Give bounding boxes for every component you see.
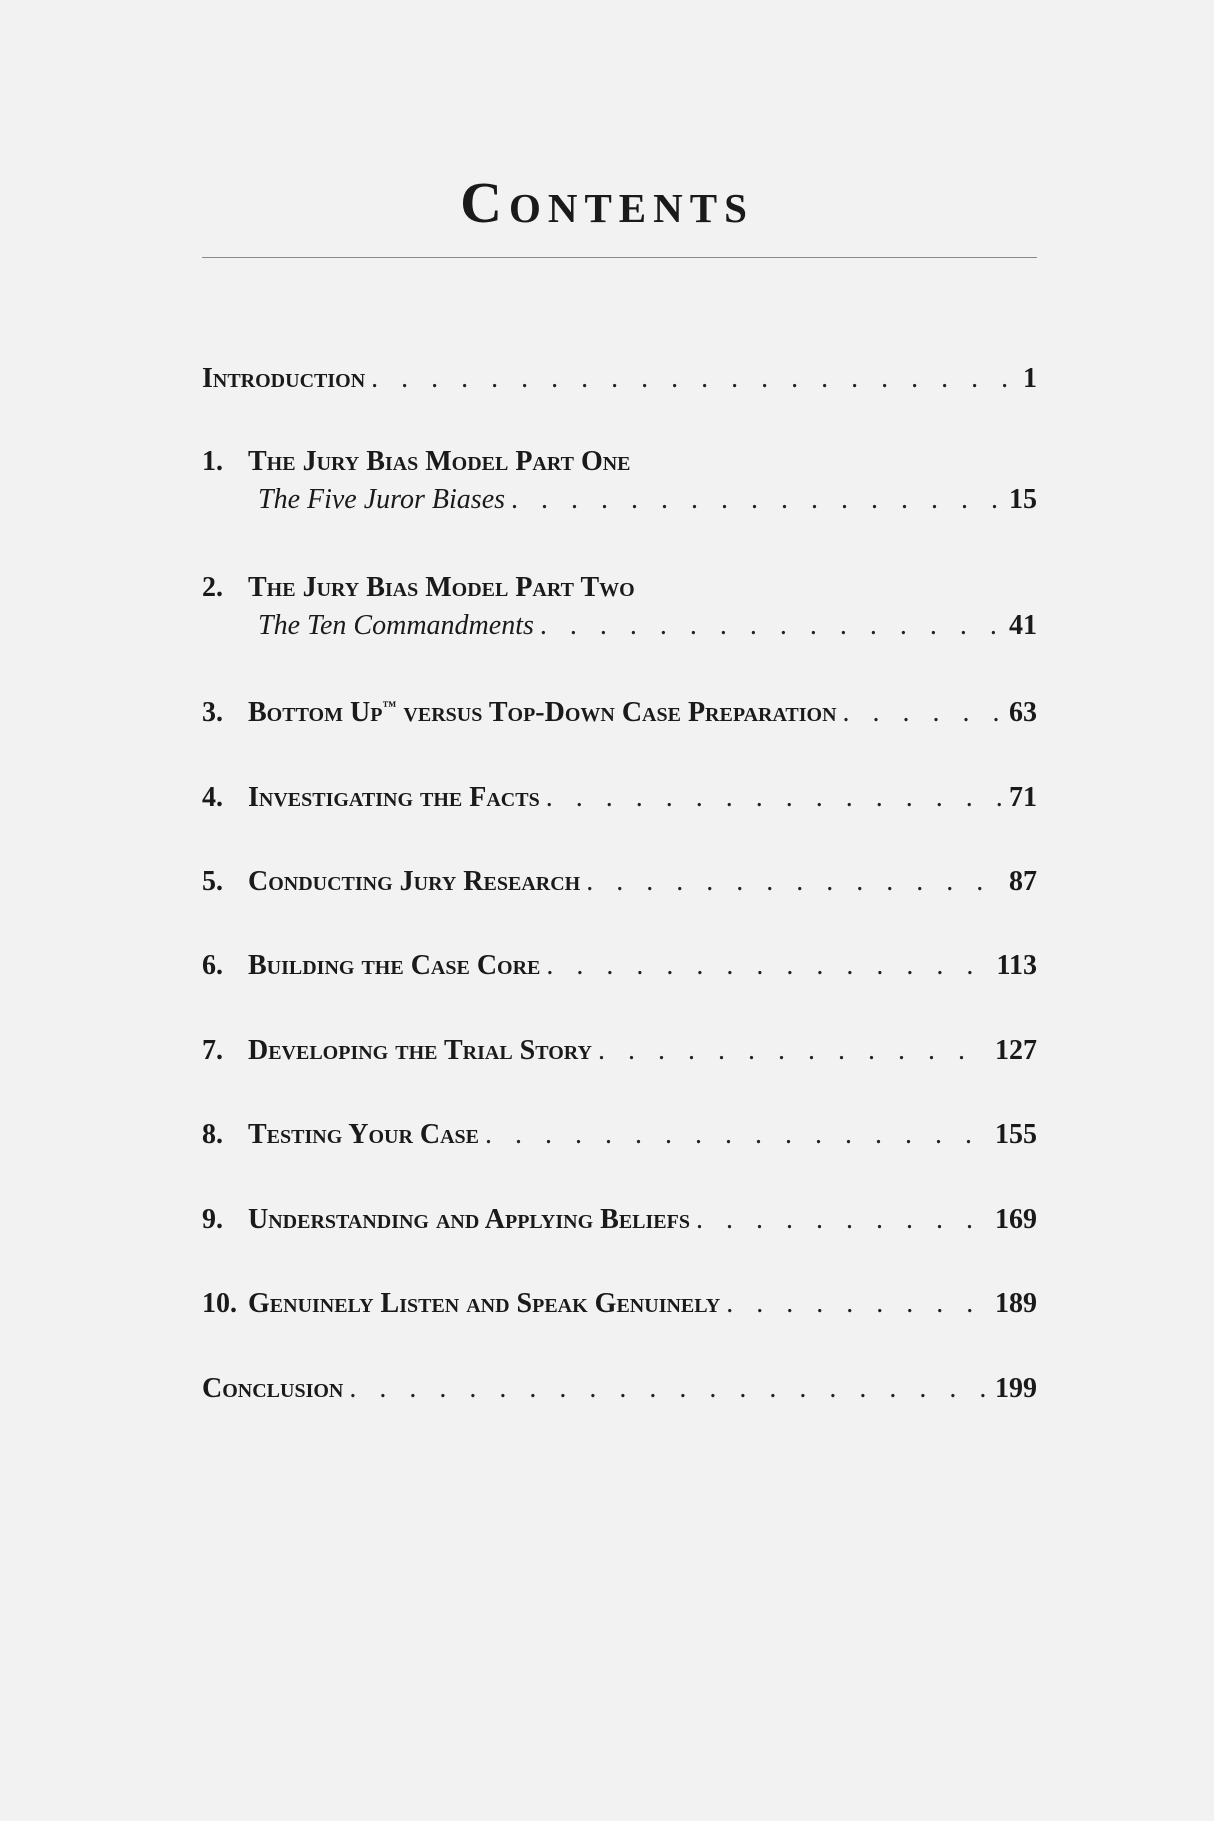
page-number: 199 xyxy=(995,1373,1037,1404)
dot-leader xyxy=(485,1116,989,1154)
dot-leader xyxy=(586,863,1003,901)
entry-label: Genuinely Listen and Speak Genuinely xyxy=(248,1288,721,1319)
entry-label: Building the Case Core xyxy=(248,950,541,981)
toc-entry-conclusion[interactable] xyxy=(202,1370,1037,1408)
page-title: Contents xyxy=(460,170,754,235)
chapter-number: 9. xyxy=(202,1204,223,1235)
toc-entry-chapter-9[interactable] xyxy=(202,1201,1037,1239)
entry-label: Introduction xyxy=(202,363,366,394)
chapter-number: 2. xyxy=(202,572,223,603)
toc-entry-chapter-1[interactable] xyxy=(202,443,1037,519)
entry-label: Developing the Trial Story xyxy=(248,1035,592,1066)
chapter-number: 3. xyxy=(202,697,223,728)
chapter-number: 4. xyxy=(202,782,223,813)
chapter-number: 10. xyxy=(202,1288,237,1319)
dot-leader xyxy=(696,1201,989,1239)
dot-leader xyxy=(546,947,990,985)
toc-entry-chapter-7[interactable] xyxy=(202,1032,1037,1070)
chapter-number: 1. xyxy=(202,446,223,477)
dot-leader xyxy=(726,1285,989,1323)
toc-entry-chapter-4[interactable] xyxy=(202,779,1037,817)
entry-label: The Jury Bias Model Part Two xyxy=(248,572,635,603)
page-number: 127 xyxy=(995,1035,1037,1066)
chapter-number: 8. xyxy=(202,1119,223,1150)
toc-entry-chapter-6[interactable] xyxy=(202,947,1037,985)
entry-subtitle: The Ten Commandments xyxy=(258,610,534,641)
dot-leader xyxy=(540,607,1003,645)
toc-entry-introduction[interactable] xyxy=(202,360,1037,398)
page-number: 189 xyxy=(995,1288,1037,1319)
dot-leader xyxy=(371,360,1017,398)
page-number: 71 xyxy=(1009,782,1037,813)
entry-subtitle: The Five Juror Biases xyxy=(258,484,506,515)
entry-label: The Jury Bias Model Part One xyxy=(248,446,631,477)
toc-entry-chapter-2[interactable] xyxy=(202,569,1037,645)
page-number: 113 xyxy=(996,950,1037,981)
toc-entry-chapter-10[interactable] xyxy=(202,1285,1037,1323)
page-number: 87 xyxy=(1009,866,1037,897)
entry-label: Conducting Jury Research xyxy=(248,866,581,897)
entry-label: Investigating the Facts xyxy=(248,782,540,813)
chapter-number: 6. xyxy=(202,950,223,981)
trademark-symbol: ™ xyxy=(382,699,397,715)
page-number: 169 xyxy=(995,1204,1037,1235)
page-number: 1 xyxy=(1023,363,1037,394)
table-of-contents xyxy=(202,0,1037,1821)
toc-entry-chapter-3[interactable] xyxy=(202,694,1037,732)
toc-entry-chapter-8[interactable] xyxy=(202,1116,1037,1154)
dot-leader xyxy=(598,1032,989,1070)
entry-label: Testing Your Case xyxy=(248,1119,480,1150)
entry-label: Bottom Up™ versus Top-Down Case Preparation xyxy=(248,697,837,728)
entry-label: Understanding and Applying Beliefs xyxy=(248,1204,690,1235)
entry-label: Conclusion xyxy=(202,1373,344,1404)
page-number: 155 xyxy=(995,1119,1037,1150)
dot-leader xyxy=(546,779,1003,817)
page-number: 15 xyxy=(1009,484,1037,515)
page-number: 63 xyxy=(1009,697,1037,728)
page-number: 41 xyxy=(1009,610,1037,641)
toc-entry-chapter-5[interactable] xyxy=(202,863,1037,901)
chapter-number: 7. xyxy=(202,1035,223,1066)
dot-leader xyxy=(843,694,1003,732)
dot-leader xyxy=(511,481,1003,519)
dot-leader xyxy=(349,1370,989,1408)
chapter-number: 5. xyxy=(202,866,223,897)
